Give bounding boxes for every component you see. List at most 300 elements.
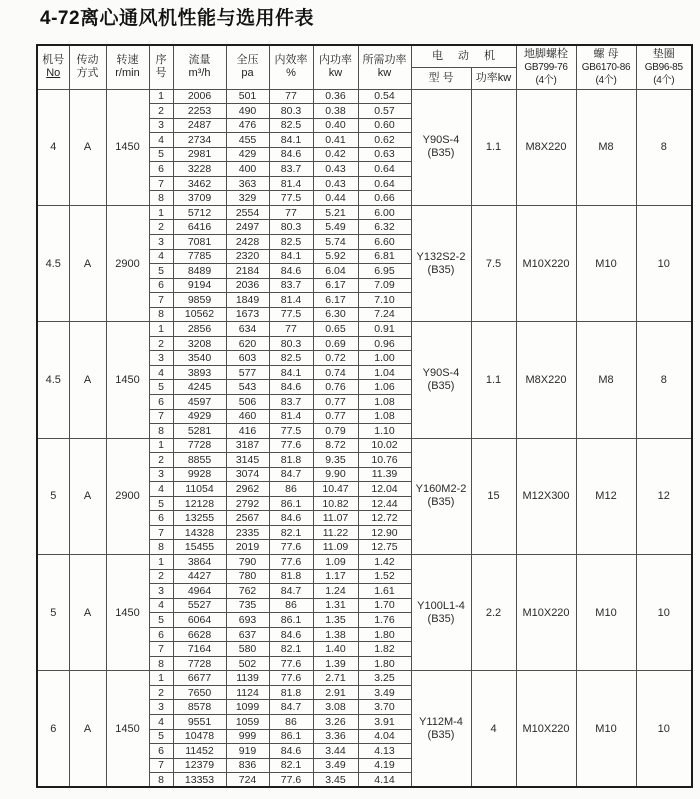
cell-flow: 2856 [173,322,226,337]
cell-flow: 3462 [173,176,226,191]
cell-internal-power: 6.30 [313,307,358,322]
cell-seq: 6 [149,744,173,759]
cell-efficiency: 84.1 [269,365,313,380]
header-speed [106,45,149,89]
cell-efficiency: 86 [269,715,313,730]
cell-flow: 3709 [173,191,226,206]
cell-seq: 4 [149,715,173,730]
cell-nut: M10 [576,671,636,787]
cell-flow: 3540 [173,351,226,366]
cell-seq: 1 [149,671,173,686]
cell-pressure: 506 [226,394,269,409]
cell-internal-power: 5.74 [313,234,358,249]
cell-flow: 10562 [173,307,226,322]
cell-seq: 4 [149,482,173,497]
cell-washer: 10 [636,671,692,787]
cell-drive-type: A [69,671,106,787]
header-internal-power-line2: kw [328,67,343,80]
table-row [37,438,692,453]
cell-required-power: 1.08 [358,394,411,409]
cell-seq: 6 [149,627,173,642]
header-washer [636,45,692,89]
cell-efficiency: 77.5 [269,307,313,322]
cell-required-power: 1.06 [358,380,411,395]
header-motor-model: 型 号 [411,67,471,89]
cell-required-power: 3.91 [358,715,411,730]
cell-required-power: 3.49 [358,685,411,700]
cell-seq: 7 [149,409,173,424]
cell-seq: 3 [149,118,173,133]
motor-model-line: Y112M-4 [419,715,463,728]
cell-efficiency: 81.8 [269,569,313,584]
cell-pressure: 603 [226,351,269,366]
header-drive-type-line1: 传动 [76,54,99,67]
cell-pressure: 919 [226,744,269,759]
cell-internal-power: 1.31 [313,598,358,613]
cell-required-power: 11.39 [358,467,411,482]
cell-internal-power: 3.44 [313,744,358,759]
cell-flow: 2487 [173,118,226,133]
cell-internal-power: 0.43 [313,162,358,177]
cell-seq: 5 [149,380,173,395]
header-nut [576,45,636,89]
cell-flow: 7081 [173,234,226,249]
cell-seq: 7 [149,293,173,308]
cell-flow: 11452 [173,744,226,759]
cell-efficiency: 77.6 [269,540,313,555]
cell-efficiency: 82.5 [269,118,313,133]
page-title: 4-72离心通风机性能与选用件表 [40,8,315,29]
cell-required-power: 1.04 [358,365,411,380]
cell-flow: 6677 [173,671,226,686]
cell-internal-power: 10.47 [313,482,358,497]
cell-efficiency: 80.3 [269,104,313,119]
cell-required-power: 6.32 [358,220,411,235]
cell-flow: 3893 [173,365,226,380]
cell-internal-power: 1.39 [313,656,358,671]
header-efficiency-line1: 内效率 [274,54,308,67]
header-nut-line2: GB6170-86 [581,61,631,73]
cell-pressure: 1139 [226,671,269,686]
header-seq-line2: 号 [155,67,167,80]
cell-pressure: 999 [226,729,269,744]
cell-pressure: 2497 [226,220,269,235]
table-row [37,322,692,337]
cell-anchor-bolt: M10X220 [516,671,576,787]
cell-internal-power: 1.35 [313,613,358,628]
cell-anchor-bolt: M10X220 [516,205,576,321]
header-washer-line2: GB96-85 [644,61,683,73]
header-speed-line1: 转速 [116,54,139,67]
table-row [37,671,692,686]
cell-flow: 11054 [173,482,226,497]
cell-efficiency: 84.6 [269,511,313,526]
cell-flow: 7785 [173,249,226,264]
header-machine-no [37,45,69,89]
motor-model-line: Y160M2-2 [415,483,467,496]
cell-required-power: 0.96 [358,336,411,351]
cell-required-power: 1.42 [358,555,411,570]
cell-required-power: 12.72 [358,511,411,526]
header-nut-line1: 螺 母 [593,47,619,60]
header-nut-line3: (4个) [595,74,617,86]
cell-required-power: 0.91 [358,322,411,337]
cell-flow: 2734 [173,133,226,148]
cell-speed: 1450 [106,322,149,438]
cell-pressure: 429 [226,147,269,162]
cell-seq: 6 [149,511,173,526]
cell-efficiency: 77 [269,322,313,337]
cell-flow: 8855 [173,453,226,468]
cell-efficiency: 82.1 [269,525,313,540]
cell-seq: 2 [149,453,173,468]
cell-required-power: 4.04 [358,729,411,744]
cell-seq: 2 [149,569,173,584]
cell-internal-power: 0.69 [313,336,358,351]
cell-machine-no: 6 [37,671,69,787]
cell-seq: 2 [149,336,173,351]
cell-efficiency: 83.7 [269,162,313,177]
cell-flow: 5281 [173,424,226,439]
cell-seq: 8 [149,307,173,322]
header-washer-line3: (4个) [653,74,675,86]
cell-efficiency: 77.6 [269,656,313,671]
header-internal-power [313,45,358,89]
header-pressure-line2: pa [241,67,254,80]
cell-flow: 2006 [173,89,226,104]
cell-motor-model [411,322,471,438]
cell-required-power: 1.76 [358,613,411,628]
cell-seq: 8 [149,540,173,555]
cell-required-power: 12.44 [358,496,411,511]
cell-required-power: 10.76 [358,453,411,468]
cell-pressure: 2567 [226,511,269,526]
cell-pressure: 543 [226,380,269,395]
cell-efficiency: 82.1 [269,642,313,657]
cell-drive-type: A [69,438,106,554]
cell-efficiency: 84.7 [269,467,313,482]
cell-seq: 1 [149,89,173,104]
cell-internal-power: 1.38 [313,627,358,642]
cell-machine-no: 4 [37,89,69,205]
cell-required-power: 1.00 [358,351,411,366]
cell-internal-power: 0.79 [313,424,358,439]
cell-pressure: 3145 [226,453,269,468]
cell-seq: 1 [149,322,173,337]
cell-internal-power: 3.36 [313,729,358,744]
cell-flow: 13353 [173,773,226,788]
cell-speed: 1450 [106,89,149,205]
cell-flow: 13255 [173,511,226,526]
cell-seq: 1 [149,438,173,453]
cell-internal-power: 3.49 [313,758,358,773]
header-efficiency [269,45,313,89]
cell-drive-type: A [69,555,106,671]
cell-anchor-bolt: M12X300 [516,438,576,554]
cell-internal-power: 6.17 [313,293,358,308]
cell-nut: M8 [576,89,636,205]
cell-flow: 7164 [173,642,226,657]
cell-motor-model [411,438,471,554]
cell-flow: 6416 [173,220,226,235]
cell-internal-power: 0.72 [313,351,358,366]
cell-washer: 8 [636,89,692,205]
cell-washer: 12 [636,438,692,554]
cell-required-power: 0.66 [358,191,411,206]
cell-required-power: 4.19 [358,758,411,773]
cell-flow: 9194 [173,278,226,293]
cell-internal-power: 0.77 [313,409,358,424]
cell-required-power: 6.60 [358,234,411,249]
cell-required-power: 1.80 [358,627,411,642]
cell-anchor-bolt: M8X220 [516,89,576,205]
cell-internal-power: 2.71 [313,671,358,686]
cell-internal-power: 0.76 [313,380,358,395]
header-speed-line2: r/min [115,67,140,80]
cell-nut: M10 [576,205,636,321]
cell-seq: 4 [149,598,173,613]
cell-seq: 3 [149,467,173,482]
cell-required-power: 0.60 [358,118,411,133]
cell-pressure: 460 [226,409,269,424]
cell-flow: 7728 [173,656,226,671]
cell-pressure: 2792 [226,496,269,511]
header-efficiency-line2: % [286,67,296,80]
cell-required-power: 0.63 [358,147,411,162]
cell-required-power: 1.70 [358,598,411,613]
cell-speed: 2900 [106,438,149,554]
cell-internal-power: 9.35 [313,453,358,468]
cell-seq: 7 [149,758,173,773]
header-internal-power-line1: 内功率 [319,54,352,67]
cell-efficiency: 84.6 [269,380,313,395]
cell-flow: 4597 [173,394,226,409]
cell-pressure: 476 [226,118,269,133]
cell-efficiency: 80.3 [269,220,313,235]
cell-pressure: 490 [226,104,269,119]
cell-efficiency: 84.1 [269,133,313,148]
cell-anchor-bolt: M10X220 [516,555,576,671]
cell-efficiency: 83.7 [269,278,313,293]
cell-flow: 3228 [173,162,226,177]
cell-flow: 8578 [173,700,226,715]
cell-seq: 4 [149,133,173,148]
cell-internal-power: 1.09 [313,555,358,570]
cell-seq: 3 [149,584,173,599]
cell-required-power: 6.81 [358,249,411,264]
cell-efficiency: 86.1 [269,729,313,744]
fan-performance-table [36,44,693,788]
cell-pressure: 2320 [226,249,269,264]
cell-internal-power: 0.38 [313,104,358,119]
cell-required-power: 3.25 [358,671,411,686]
cell-efficiency: 84.7 [269,700,313,715]
cell-flow: 9928 [173,467,226,482]
cell-seq: 2 [149,104,173,119]
cell-washer: 10 [636,555,692,671]
cell-required-power: 0.64 [358,176,411,191]
header-flow [173,45,226,89]
cell-efficiency: 83.7 [269,394,313,409]
motor-model-line: Y90S-4 [422,366,460,379]
table-row [37,205,692,220]
cell-pressure: 2554 [226,205,269,220]
cell-seq: 1 [149,205,173,220]
cell-pressure: 400 [226,162,269,177]
cell-pressure: 1099 [226,700,269,715]
cell-efficiency: 86 [269,598,313,613]
cell-washer: 8 [636,322,692,438]
cell-speed: 1450 [106,555,149,671]
header-anchor-bolt-line3: (4个) [535,74,557,86]
cell-pressure: 2428 [226,234,269,249]
header-pressure [226,45,269,89]
cell-efficiency: 84.6 [269,744,313,759]
motor-model-line: (B35) [427,263,455,276]
cell-seq: 3 [149,700,173,715]
cell-flow: 6628 [173,627,226,642]
cell-efficiency: 81.4 [269,293,313,308]
cell-required-power: 6.00 [358,205,411,220]
motor-model-line: Y100L1-4 [417,599,465,612]
cell-required-power: 1.08 [358,409,411,424]
cell-required-power: 10.02 [358,438,411,453]
cell-drive-type: A [69,205,106,321]
cell-internal-power: 5.49 [313,220,358,235]
cell-seq: 7 [149,642,173,657]
header-drive-type [69,45,106,89]
cell-required-power: 4.14 [358,773,411,788]
cell-pressure: 634 [226,322,269,337]
cell-motor-power: 15 [471,438,516,554]
cell-internal-power: 0.42 [313,147,358,162]
cell-efficiency: 84.7 [269,584,313,599]
cell-internal-power: 11.09 [313,540,358,555]
header-required-power [358,45,411,89]
motor-model-line: (B35) [427,496,455,509]
header-anchor-bolt-line2: GB799-76 [524,61,568,73]
cell-seq: 4 [149,365,173,380]
cell-internal-power: 5.21 [313,205,358,220]
cell-required-power: 1.10 [358,424,411,439]
cell-machine-no: 4.5 [37,205,69,321]
cell-internal-power: 8.72 [313,438,358,453]
cell-pressure: 2184 [226,264,269,279]
header-drive-type-line2: 方式 [76,67,99,80]
cell-internal-power: 10.82 [313,496,358,511]
cell-seq: 8 [149,773,173,788]
cell-pressure: 1124 [226,685,269,700]
cell-flow: 5712 [173,205,226,220]
cell-motor-power: 2.2 [471,555,516,671]
cell-pressure: 790 [226,555,269,570]
cell-pressure: 762 [226,584,269,599]
header-flow-line2: m³/h [188,67,211,80]
cell-flow: 6064 [173,613,226,628]
cell-seq: 5 [149,147,173,162]
header-motor: 电 动 机 [411,45,516,67]
cell-flow: 15455 [173,540,226,555]
header-required-power-line1: 所需功率 [362,54,407,67]
cell-required-power: 12.04 [358,482,411,497]
cell-pressure: 363 [226,176,269,191]
cell-flow: 9859 [173,293,226,308]
cell-seq: 5 [149,613,173,628]
cell-required-power: 3.70 [358,700,411,715]
cell-internal-power: 5.92 [313,249,358,264]
cell-efficiency: 81.8 [269,685,313,700]
cell-efficiency: 84.1 [269,249,313,264]
cell-motor-power: 4 [471,671,516,787]
header-pressure-line1: 全压 [236,54,259,67]
cell-pressure: 501 [226,89,269,104]
cell-efficiency: 77.6 [269,555,313,570]
cell-efficiency: 81.8 [269,453,313,468]
header-required-power-line2: kw [377,67,392,80]
cell-seq: 8 [149,191,173,206]
cell-pressure: 416 [226,424,269,439]
cell-efficiency: 82.5 [269,234,313,249]
table-row [37,555,692,570]
motor-model-line: Y90S-4 [422,134,460,147]
cell-pressure: 2962 [226,482,269,497]
cell-efficiency: 84.6 [269,147,313,162]
cell-pressure: 580 [226,642,269,657]
cell-seq: 2 [149,220,173,235]
cell-seq: 7 [149,176,173,191]
cell-seq: 6 [149,278,173,293]
cell-efficiency: 82.5 [269,351,313,366]
cell-drive-type: A [69,322,106,438]
cell-flow: 12128 [173,496,226,511]
cell-seq: 7 [149,525,173,540]
cell-internal-power: 3.26 [313,715,358,730]
header-machine-no-line2: No [46,67,61,80]
header-washer-line1: 垫圈 [652,47,675,60]
cell-flow: 2253 [173,104,226,119]
cell-seq: 6 [149,394,173,409]
cell-internal-power: 0.41 [313,133,358,148]
cell-pressure: 329 [226,191,269,206]
cell-pressure: 455 [226,133,269,148]
cell-internal-power: 0.43 [313,176,358,191]
cell-required-power: 0.54 [358,89,411,104]
cell-internal-power: 11.22 [313,525,358,540]
cell-flow: 7728 [173,438,226,453]
cell-nut: M12 [576,438,636,554]
cell-efficiency: 81.4 [269,176,313,191]
cell-seq: 5 [149,264,173,279]
cell-pressure: 3187 [226,438,269,453]
cell-motor-model [411,205,471,321]
cell-flow: 10478 [173,729,226,744]
cell-motor-power: 7.5 [471,205,516,321]
cell-efficiency: 82.1 [269,758,313,773]
cell-pressure: 735 [226,598,269,613]
cell-internal-power: 6.17 [313,278,358,293]
cell-internal-power: 2.91 [313,685,358,700]
cell-required-power: 7.10 [358,293,411,308]
cell-internal-power: 0.40 [313,118,358,133]
cell-seq: 8 [149,656,173,671]
cell-pressure: 502 [226,656,269,671]
cell-required-power: 0.57 [358,104,411,119]
cell-nut: M10 [576,555,636,671]
cell-internal-power: 3.08 [313,700,358,715]
cell-internal-power: 0.36 [313,89,358,104]
cell-seq: 6 [149,162,173,177]
cell-seq: 5 [149,496,173,511]
